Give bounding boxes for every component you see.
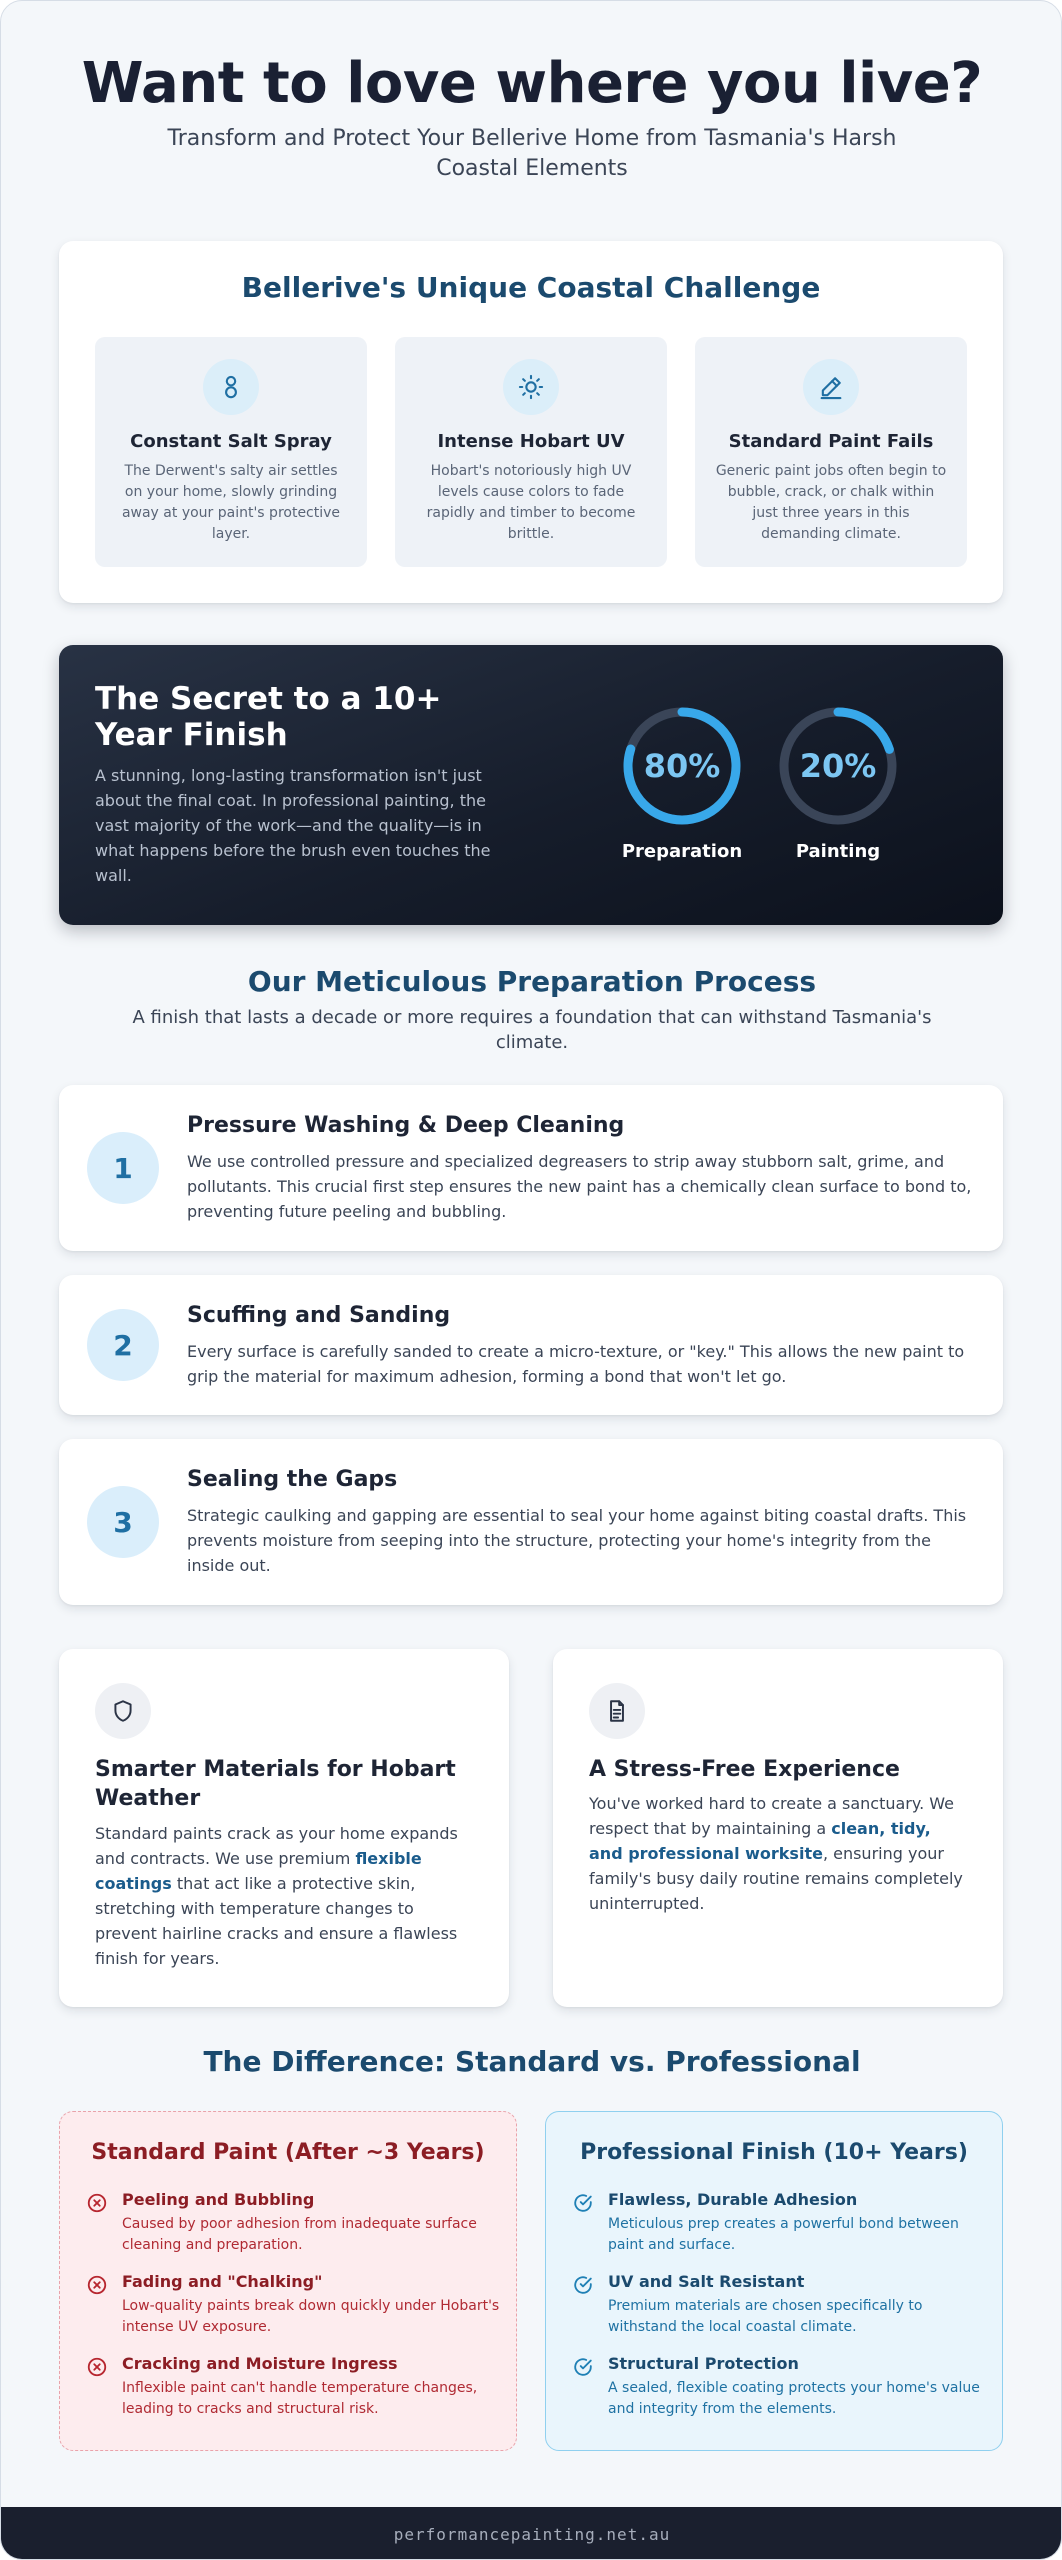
feature-title: A Stress-Free Experience [589,1757,900,1782]
challenge-item-text: The Derwent's salty air settles on your home, slowly grinding away at your paint's protective layer. [121,463,341,542]
professional-finish-title: Professional Finish (10+ Years) [580,2140,968,2165]
step-title: Pressure Washing & Deep Cleaning [187,1113,625,1138]
feature-highlight: flexible coatings [95,1849,422,1893]
x-circle-icon [86,2274,108,2296]
process-step [59,1275,1003,1415]
challenge-item-paint [695,337,967,567]
challenge-item-salt [95,337,367,567]
challenge-item-title: Constant Salt Spray [130,431,332,452]
preparation-donut [619,703,745,829]
challenge-item-text: Generic paint jobs often begin to bubble, crack, or chalk within just three years in this demanding climate. [715,463,947,542]
hero-title: Want to love where you live? [81,51,983,116]
standard-item-text: Low-quality paints break down quickly under Hobart's intense UV exposure. [122,2298,500,2335]
footer [1,2507,1062,2560]
step-number: 2 [87,1309,159,1381]
step-text: Strategic caulking and gapping are essential to seal your home against biting coastal drafts. This prevents moisture from seeping into the structure, protecting your home's integrity from the inside out. [187,1506,967,1575]
professional-item-text: A sealed, flexible coating protects your home's value and integrity from the elements. [608,2380,980,2417]
challenge-item-title: Intense Hobart UV [437,431,625,452]
professional-item-title: Structural Protection [608,2354,799,2373]
x-circle-icon [86,2356,108,2378]
x-circle-icon [86,2192,108,2214]
professional-finish-panel [545,2111,1003,2451]
painting-donut [775,703,901,829]
step-title: Scuffing and Sanding [187,1303,451,1328]
standard-item-title: Peeling and Bubbling [122,2190,315,2209]
feature-text: You've worked hard to create a sanctuary. We respect that by maintaining a clean, tidy, and professional worksite, ensuring your family's busy daily routine remains completely uninterrupted. [589,1794,963,1913]
salt-icon [203,359,259,415]
standard-paint-title: Standard Paint (After ~3 Years) [91,2140,485,2165]
secret-card [59,645,1003,925]
feature-card-experience [553,1649,1003,2007]
check-circle-icon [572,2192,594,2214]
secret-text: A stunning, long-lasting transformation isn't just about the final coat. In professional painting, the vast majority of the work—and the quality—is in what happens before the brush even touches the wall. [95,766,491,885]
difference-title: The Difference: Standard vs. Professional [203,2045,861,2078]
challenge-title: Bellerive's Unique Coastal Challenge [241,271,821,304]
document-icon [589,1683,645,1739]
step-title: Sealing the Gaps [187,1467,398,1492]
step-number: 1 [87,1132,159,1204]
professional-item-text: Meticulous prep creates a powerful bond between paint and surface. [608,2216,959,2253]
painting-percent: 20% [799,747,877,785]
secret-title: The Secret to a 10+ Year Finish [95,681,442,753]
step-text: We use controlled pressure and specialized degreasers to strip away stubborn salt, grime, and pollutants. This crucial first step ensures the new paint has a chemically clean surface to bond to, preventing future peeling and bubbling. [187,1152,972,1221]
challenge-item-text: Hobart's notoriously high UV levels cause colors to fade rapidly and timber to become brittle. [426,463,636,542]
process-subtitle: A finish that lasts a decade or more requires a foundation that can withstand Tasmania's climate. [132,1007,932,1053]
check-circle-icon [572,2356,594,2378]
challenge-item-title: Standard Paint Fails [728,431,934,452]
hero-subtitle: Transform and Protect Your Bellerive Home from Tasmania's Harsh Coastal Elements [167,126,897,181]
preparation-label: Preparation [621,841,743,862]
process-step [59,1085,1003,1251]
process-title: Our Meticulous Preparation Process [247,965,817,998]
challenge-item-uv [395,337,667,567]
preparation-percent: 80% [643,747,721,785]
standard-item-text: Caused by poor adhesion from inadequate surface cleaning and preparation. [122,2216,477,2253]
challenge-card [59,241,1003,603]
step-text: Every surface is carefully sanded to create a micro-texture, or "key." This allows the new paint to grip the material for maximum adhesion, forming a bond that won't let go. [187,1342,965,1386]
professional-item-text: Premium materials are chosen specifically to withstand the local coastal climate. [608,2298,923,2335]
brush-icon [803,359,859,415]
standard-paint-panel [59,2111,517,2451]
footer-domain-link[interactable]: performancepainting.net.au [393,2524,671,2544]
sun-icon [503,359,559,415]
process-step [59,1439,1003,1605]
check-circle-icon [572,2274,594,2296]
feature-title: Smarter Materials for Hobart Weather [95,1757,456,1811]
shield-icon [95,1683,151,1739]
painting-label: Painting [795,841,881,862]
step-number: 3 [87,1486,159,1558]
standard-item-title: Fading and "Chalking" [122,2272,323,2291]
feature-card-materials [59,1649,509,2007]
feature-highlight: clean, tidy, and professional worksite [589,1819,931,1863]
standard-item-title: Cracking and Moisture Ingress [122,2354,398,2373]
professional-item-title: UV and Salt Resistant [608,2272,805,2291]
feature-text: Standard paints crack as your home expands and contracts. We use premium flexible coatings that act like a protective skin, stretching with temperature changes to prevent hairline cracks and ensure a flawless finish for years. [95,1824,458,1968]
professional-item-title: Flawless, Durable Adhesion [608,2190,858,2209]
standard-item-text: Inflexible paint can't handle temperature changes, leading to cracks and structural risk. [122,2380,478,2417]
